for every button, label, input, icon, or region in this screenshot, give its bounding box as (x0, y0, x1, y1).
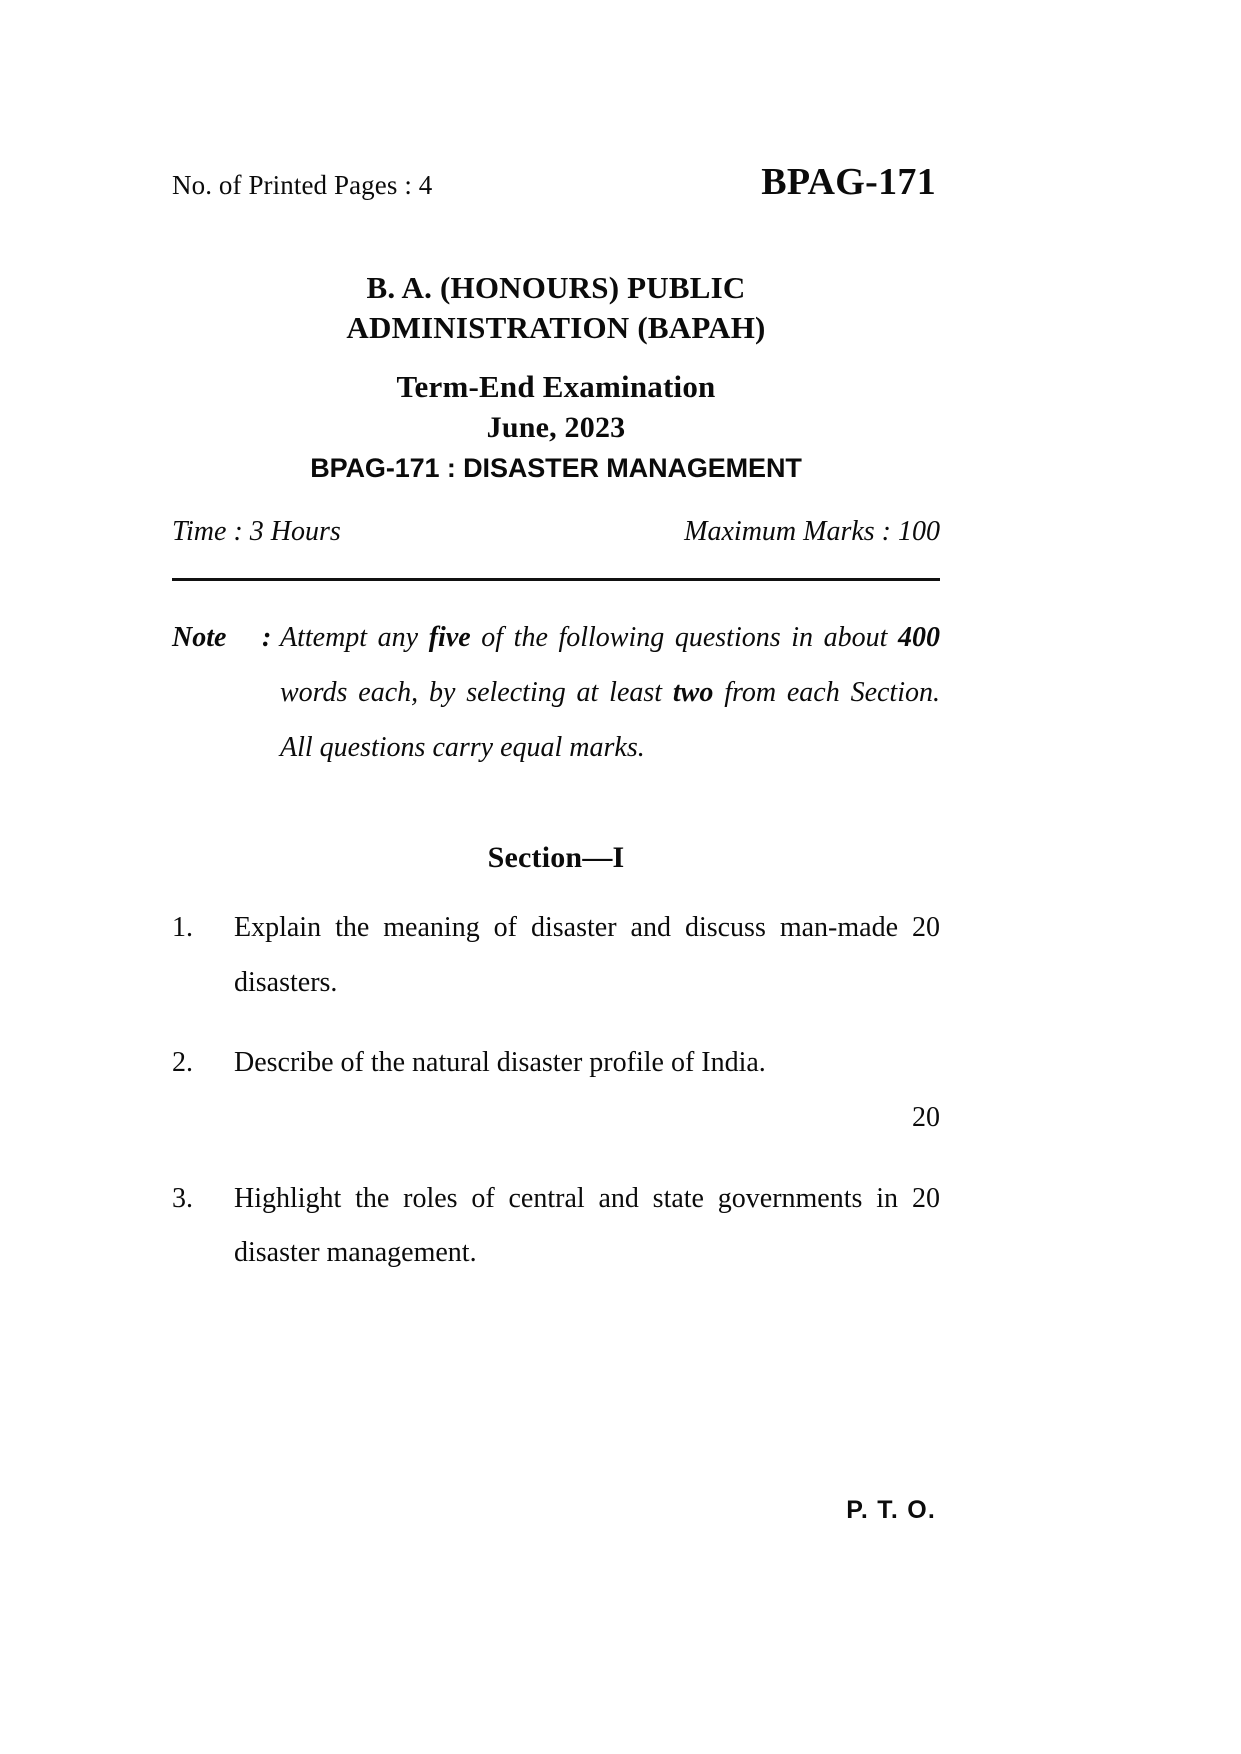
header-divider (172, 578, 940, 581)
note-text (280, 611, 940, 775)
note-fragment: Attempt any (280, 622, 429, 654)
note-block (172, 611, 940, 775)
exam-name: Term-End Examination (396, 369, 716, 405)
question-number: 3. (172, 1182, 193, 1214)
header-row (172, 160, 940, 230)
question-text (234, 1036, 940, 1091)
course-title-line-2: ADMINISTRATION (BAPAH) (346, 309, 766, 345)
note-fragment: from each Section. All questions carry equal marks. (280, 676, 940, 763)
question-number: 2. (172, 1047, 193, 1079)
question-marks: 20 (912, 1101, 940, 1133)
printed-pages-label: No. of Printed Pages : 4 (172, 170, 433, 200)
question-text (234, 901, 940, 1010)
question-item (172, 1036, 940, 1145)
question-list (172, 901, 940, 1281)
question-number: 1. (172, 912, 193, 944)
section-heading: Section—I (487, 841, 625, 875)
question-item (172, 901, 940, 1010)
exam-meta-row (172, 516, 940, 562)
time-allowed: Time : 3 Hours (172, 516, 341, 548)
note-label: Note (172, 622, 227, 654)
footer-area (172, 1465, 940, 1525)
title-block (172, 268, 940, 484)
note-emphasis: two (672, 676, 714, 708)
course-title (172, 268, 940, 347)
note-emphasis: five (428, 622, 471, 654)
question-body: Explain the meaning of disaster and discuss man-made disasters. (234, 912, 898, 998)
page-content (172, 0, 940, 1307)
question-marks: 20 (912, 912, 940, 944)
question-item (172, 1172, 940, 1281)
course-title-line-1: B. A. (HONOURS) PUBLIC (366, 270, 746, 305)
question-body: Highlight the roles of central and state governments in disaster management. (234, 1182, 898, 1269)
maximum-marks: Maximum Marks : 100 (684, 516, 940, 548)
question-marks: 20 (912, 1182, 940, 1214)
subject-line: BPAG-171 : DISASTER MANAGEMENT (310, 453, 802, 484)
note-colon: : (262, 622, 272, 654)
note-fragment: of the following questions in about (470, 622, 898, 654)
exam-session: June, 2023 (486, 411, 626, 445)
note-emphasis: 400 (898, 622, 940, 654)
question-body: Describe of the natural disaster profile of India. (234, 1047, 766, 1079)
question-text (234, 1172, 940, 1281)
note-fragment: words each, by selecting at least (280, 676, 673, 708)
paper-code: BPAG-171 (761, 161, 936, 203)
pto-label: P. T. O. (846, 1496, 936, 1524)
